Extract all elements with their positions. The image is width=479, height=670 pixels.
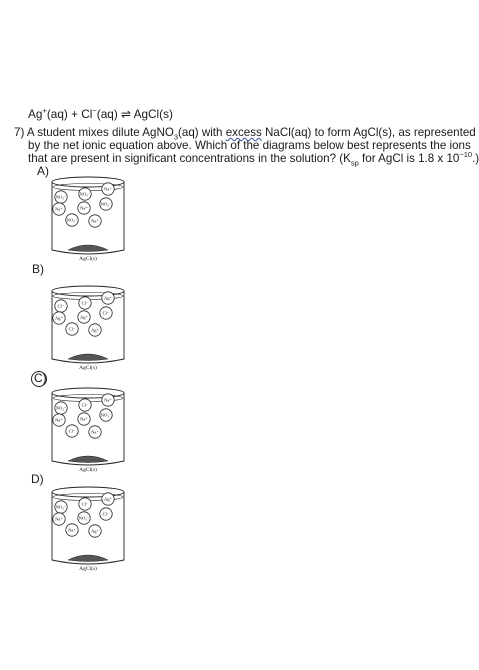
question-line-1-sub: 3: [173, 132, 179, 142]
ion-particle: [53, 513, 65, 525]
choice-c-text: C): [34, 371, 47, 385]
question-line-3-sup: −10: [459, 150, 473, 160]
choice-d-label[interactable]: D): [31, 472, 44, 486]
question-line-3-sub: sp: [350, 158, 359, 168]
ion-label: NO₃⁻: [55, 405, 67, 411]
beaker-d-solid-label: AgCl(s): [79, 566, 97, 572]
question-line-1a: A student mixes dilute AgNO: [26, 126, 174, 139]
ion-particle: [89, 324, 101, 336]
beaker-c-solid-label: AgCl(s): [79, 467, 97, 473]
question-excess-word: excess: [225, 126, 262, 139]
eq-product: AgCl(s): [133, 107, 173, 121]
beaker-d-drawing: [48, 486, 128, 566]
ion-label: Na⁺: [104, 186, 112, 192]
ion-label: Cl⁻: [81, 300, 89, 306]
beaker-a-solid-label: AgCl(s): [79, 256, 97, 262]
ion-label: Cl⁻: [68, 428, 76, 434]
ion-particle: [102, 394, 114, 406]
ion-label: Cl⁻: [102, 511, 110, 517]
beaker-b[interactable]: [48, 285, 128, 377]
eq-plus: +: [67, 107, 82, 121]
ion-label: NO₃⁻: [55, 194, 67, 200]
ion-particle: [66, 425, 78, 437]
beaker-a[interactable]: [48, 176, 128, 268]
ion-label: NO₃⁻: [79, 191, 91, 197]
question-line-1c: NaCl(aq) to form AgCl(s), as represented: [261, 126, 476, 139]
ion-label: NO₃⁻: [78, 515, 90, 521]
beaker-b-solid-label: AgCl(s): [79, 365, 97, 371]
beaker-a-drawing: [48, 176, 128, 256]
precipitate: [68, 354, 108, 361]
eq-cl: Cl: [81, 107, 93, 121]
eq-cl-state: (aq): [96, 107, 118, 121]
ion-label: Na⁺: [55, 206, 63, 212]
ion-particle: [55, 191, 67, 203]
ion-particle: [79, 399, 91, 411]
ion-label: NO₃⁻: [66, 217, 78, 223]
question-line-2: by the net ionic equation above. Which of the diagrams below best represents the ions: [28, 139, 471, 152]
ion-label: Ag⁺: [54, 315, 64, 321]
ion-label: Ag⁺: [79, 314, 89, 320]
beaker-d[interactable]: [48, 486, 128, 578]
ion-particle: [66, 524, 78, 536]
choice-a-label[interactable]: A): [37, 164, 49, 178]
ion-particle: [53, 203, 65, 215]
beaker-c[interactable]: [48, 387, 128, 479]
choice-b-label[interactable]: B): [32, 262, 44, 276]
ion-particle: [89, 525, 101, 537]
ion-label: Ag⁺: [103, 496, 113, 502]
ion-particle: [79, 498, 91, 510]
ion-label: Na⁺: [55, 516, 63, 522]
beaker-b-drawing: [48, 285, 128, 365]
ion-particle: [78, 202, 90, 214]
ion-particle: [78, 413, 90, 425]
ion-particle: [102, 292, 114, 304]
ion-particle: [100, 409, 112, 421]
beaker-c-drawing: [48, 387, 128, 467]
ion-particle: [79, 297, 91, 309]
ion-label: NO₃⁻: [100, 412, 112, 418]
ion-particle: [78, 311, 90, 323]
net-ionic-equation: [28, 107, 173, 121]
choice-c-label[interactable]: [31, 371, 47, 390]
precipitate: [68, 456, 108, 463]
eq-arrow: ⇌: [117, 107, 134, 121]
ion-particle: [79, 188, 91, 200]
question-line-3c: .): [472, 152, 479, 165]
ion-particle: [66, 323, 78, 335]
ion-label: Cl⁻: [81, 501, 89, 507]
ion-particle: [102, 493, 114, 505]
ion-label: Cl⁻: [102, 310, 110, 316]
ion-label: Ag⁺: [90, 327, 100, 333]
ion-label: Cl⁻: [81, 402, 89, 408]
question-line-3a: that are present in significant concentrations in the solution? (K: [28, 152, 351, 165]
ion-particle: [78, 512, 90, 524]
ion-label: NO₃⁻: [100, 201, 112, 207]
ion-particle: [55, 402, 67, 414]
ion-particle: [66, 214, 78, 226]
ion-label: Na⁺: [91, 429, 99, 435]
ion-particle: [100, 198, 112, 210]
ion-label: Cl⁻: [68, 326, 76, 332]
ion-label: Na⁺: [68, 527, 76, 533]
question-line-3b: for AgCl is 1.8 x 10: [358, 152, 460, 165]
ion-particle: [89, 215, 101, 227]
ion-label: Ag⁺: [103, 295, 113, 301]
eq-ag: Ag: [28, 107, 43, 121]
precipitate: [68, 245, 108, 252]
ion-label: Na⁺: [80, 205, 88, 211]
ion-particle: [53, 312, 65, 324]
ion-particle: [89, 426, 101, 438]
question-line-3: [28, 152, 479, 166]
ion-label: Na⁺: [104, 397, 112, 403]
ion-particle: [55, 300, 67, 312]
ion-particle: [102, 183, 114, 195]
ion-particle: [100, 508, 112, 520]
eq-ag-state: (aq): [46, 107, 68, 121]
ion-particle: [100, 307, 112, 319]
eq-cl-charge: −: [92, 106, 97, 116]
ion-label: Na⁺: [91, 218, 99, 224]
ion-particle: [55, 501, 67, 513]
question-line-1: [14, 126, 476, 140]
ion-label: Cl⁻: [57, 303, 65, 309]
question-number: 7): [14, 126, 25, 139]
precipitate: [68, 555, 108, 562]
eq-ag-charge: +: [42, 106, 47, 116]
question-line-1b: (aq) with: [178, 126, 226, 139]
ion-label: Ag⁺: [90, 528, 100, 534]
ion-label: NO₃⁻: [55, 504, 67, 510]
ion-particle: [53, 414, 65, 426]
ion-label: Na⁺: [55, 417, 63, 423]
ion-label: Na⁺: [80, 416, 88, 422]
